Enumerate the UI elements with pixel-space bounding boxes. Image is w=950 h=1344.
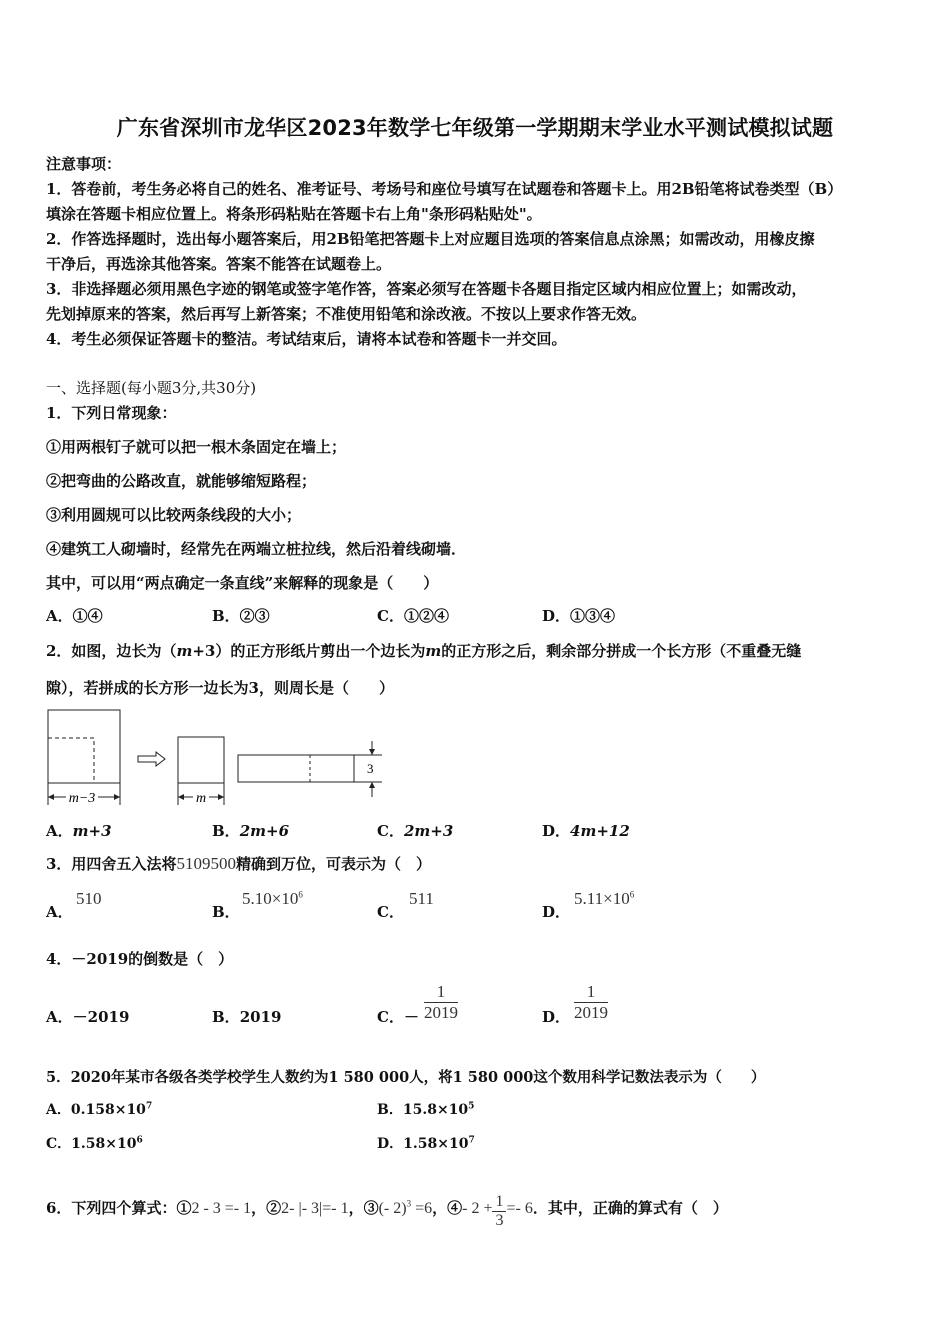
label-m-minus-3: m−3 xyxy=(68,791,96,806)
q5-option-a: A．$0.158\times 10^7$ xyxy=(46,1101,153,1118)
q4-option-d-letter: D． xyxy=(542,1008,571,1026)
q2-option-a: A．m+3 xyxy=(46,822,112,840)
notice-line: 1．答卷前，考生务必将自己的姓名、准考证号、考场号和座位号填写在试题卷和答题卡上。用2B铅笔将试卷类型（B） xyxy=(46,180,843,198)
q4-option-c-fraction: $\frac{1}{2019}$ xyxy=(424,982,458,1022)
notice-line: 填涂在答题卡相应位置上。将条形码粘贴在答题卡右上角"条形码粘贴处"。 xyxy=(46,205,542,223)
q5-stem: 5．2020年某市各级各类学校学生人数约为1 580 000人，将1 580 000这个数用科学记数法表示为（ ） xyxy=(46,1069,766,1086)
q3-option-d-letter: D． xyxy=(542,903,571,921)
notice-line: 干净后，再选涂其他答案。答案不能答在试题卷上。 xyxy=(46,255,392,273)
q2-option-d: D．4m+12 xyxy=(542,822,630,840)
q3-option-a-letter: A． xyxy=(46,903,73,921)
q1-option-d: D．①③④ xyxy=(542,607,616,625)
section-heading: 一、选择题(每小题3分,共30分) xyxy=(46,379,257,397)
q1-stem: 1．下列日常现象： xyxy=(46,404,177,422)
notice-line: 2．作答选择题时，选出每小题答案后，用2B铅笔把答题卡上对应题目选项的答案信息点涂黑；如需改动，用橡皮擦 xyxy=(46,230,815,248)
q1-item: ②把弯曲的公路改直，就能够缩短路程； xyxy=(46,472,317,490)
q3-option-c-value: 511 xyxy=(409,889,434,908)
q2-stem-line2: 隙），若拼成的长方形一边长为3，则周长是（ ） xyxy=(46,679,394,697)
rectangle xyxy=(238,755,354,782)
q2-figure xyxy=(44,705,394,810)
big-square xyxy=(48,710,120,783)
q1-option-c: C．①②④ xyxy=(377,607,449,625)
q1-item: ③利用圆规可以比较两条线段的大小； xyxy=(46,506,302,524)
label-m: m xyxy=(195,791,207,806)
q1-question: 其中，可以用“两点确定一条直线”来解释的现象是（ ） xyxy=(46,574,439,592)
q4-option-d-fraction: $\frac{1}{2019}$ xyxy=(574,982,608,1022)
q1-item: ④建筑工人砌墙时，经常先在两端立桩拉线，然后沿着线砌墙． xyxy=(46,540,467,558)
small-square xyxy=(178,737,224,783)
q6-stem: 6．下列四个算式：①2 - 3 =- 1，②2- |- 3|=- 1，③(- 2)$^3$ =6，④- 2 + $\frac{1}{3}$ =- 6．其中，正确的算式有（ ） xyxy=(46,1193,728,1229)
label-3: 3 xyxy=(367,761,374,776)
arrow-right-icon xyxy=(138,752,165,766)
q3-option-b-letter: B． xyxy=(212,903,240,921)
q2-option-b: B．2m+6 xyxy=(212,822,290,840)
q3-stem: 3．用四舍五入法将5109500精确到万位，可表示为（ ） xyxy=(46,854,431,873)
q4-option-c-letter: C．－ xyxy=(377,1008,419,1026)
q4-option-b: B．2019 xyxy=(212,1008,282,1026)
cut-line xyxy=(48,738,94,783)
q3-option-a-value: 510 xyxy=(76,889,102,908)
q4-stem: 4．－2019的倒数是（ ） xyxy=(46,950,234,968)
q5-option-b: B．$15.8\times 10^5$ xyxy=(377,1101,475,1118)
q6-fraction: $\frac{1}{3}$ xyxy=(492,1193,506,1230)
q5-option-d: D．$1.58\times 10^7$ xyxy=(377,1135,475,1152)
notice-heading: 注意事项： xyxy=(46,155,122,173)
q3-option-d-value: $5.11\times 10^6$ xyxy=(574,889,635,908)
q1-option-a: A．①④ xyxy=(46,607,103,625)
q1-option-b: B．②③ xyxy=(212,607,270,625)
q3-option-c-letter: C． xyxy=(377,903,404,921)
notice-line: 3．非选择题必须用黑色字迹的钢笔或签字笔作答，答案必须写在答题卡各题目指定区域内相应位置上；如需改动， xyxy=(46,280,807,298)
q5-option-c: C．$1.58\times 10^6$ xyxy=(46,1135,143,1152)
q2-option-c: C．2m+3 xyxy=(377,822,454,840)
notice-line: 先划掉原来的答案，然后再写上新答案；不准使用铅笔和涂改液。不按以上要求作答无效。 xyxy=(46,305,647,323)
q2-stem: 2．如图，边长为（m+3）的正方形纸片剪出一个边长为m的正方形之后，剩余部分拼成一个长方形（不重叠无缝 xyxy=(46,642,802,660)
notice-line: 4．考生必须保证答题卡的整洁。考试结束后，请将本试卷和答题卡一并交回。 xyxy=(46,330,567,348)
q1-item: ①用两根钉子就可以把一根木条固定在墙上； xyxy=(46,438,347,456)
q3-option-b-value: $5.10\times 10^6$ xyxy=(242,889,303,908)
q4-option-a: A．－2019 xyxy=(46,1008,130,1026)
page-title: 广东省深圳市龙华区2023年数学七年级第一学期期末学业水平测试模拟试题 xyxy=(116,116,834,140)
